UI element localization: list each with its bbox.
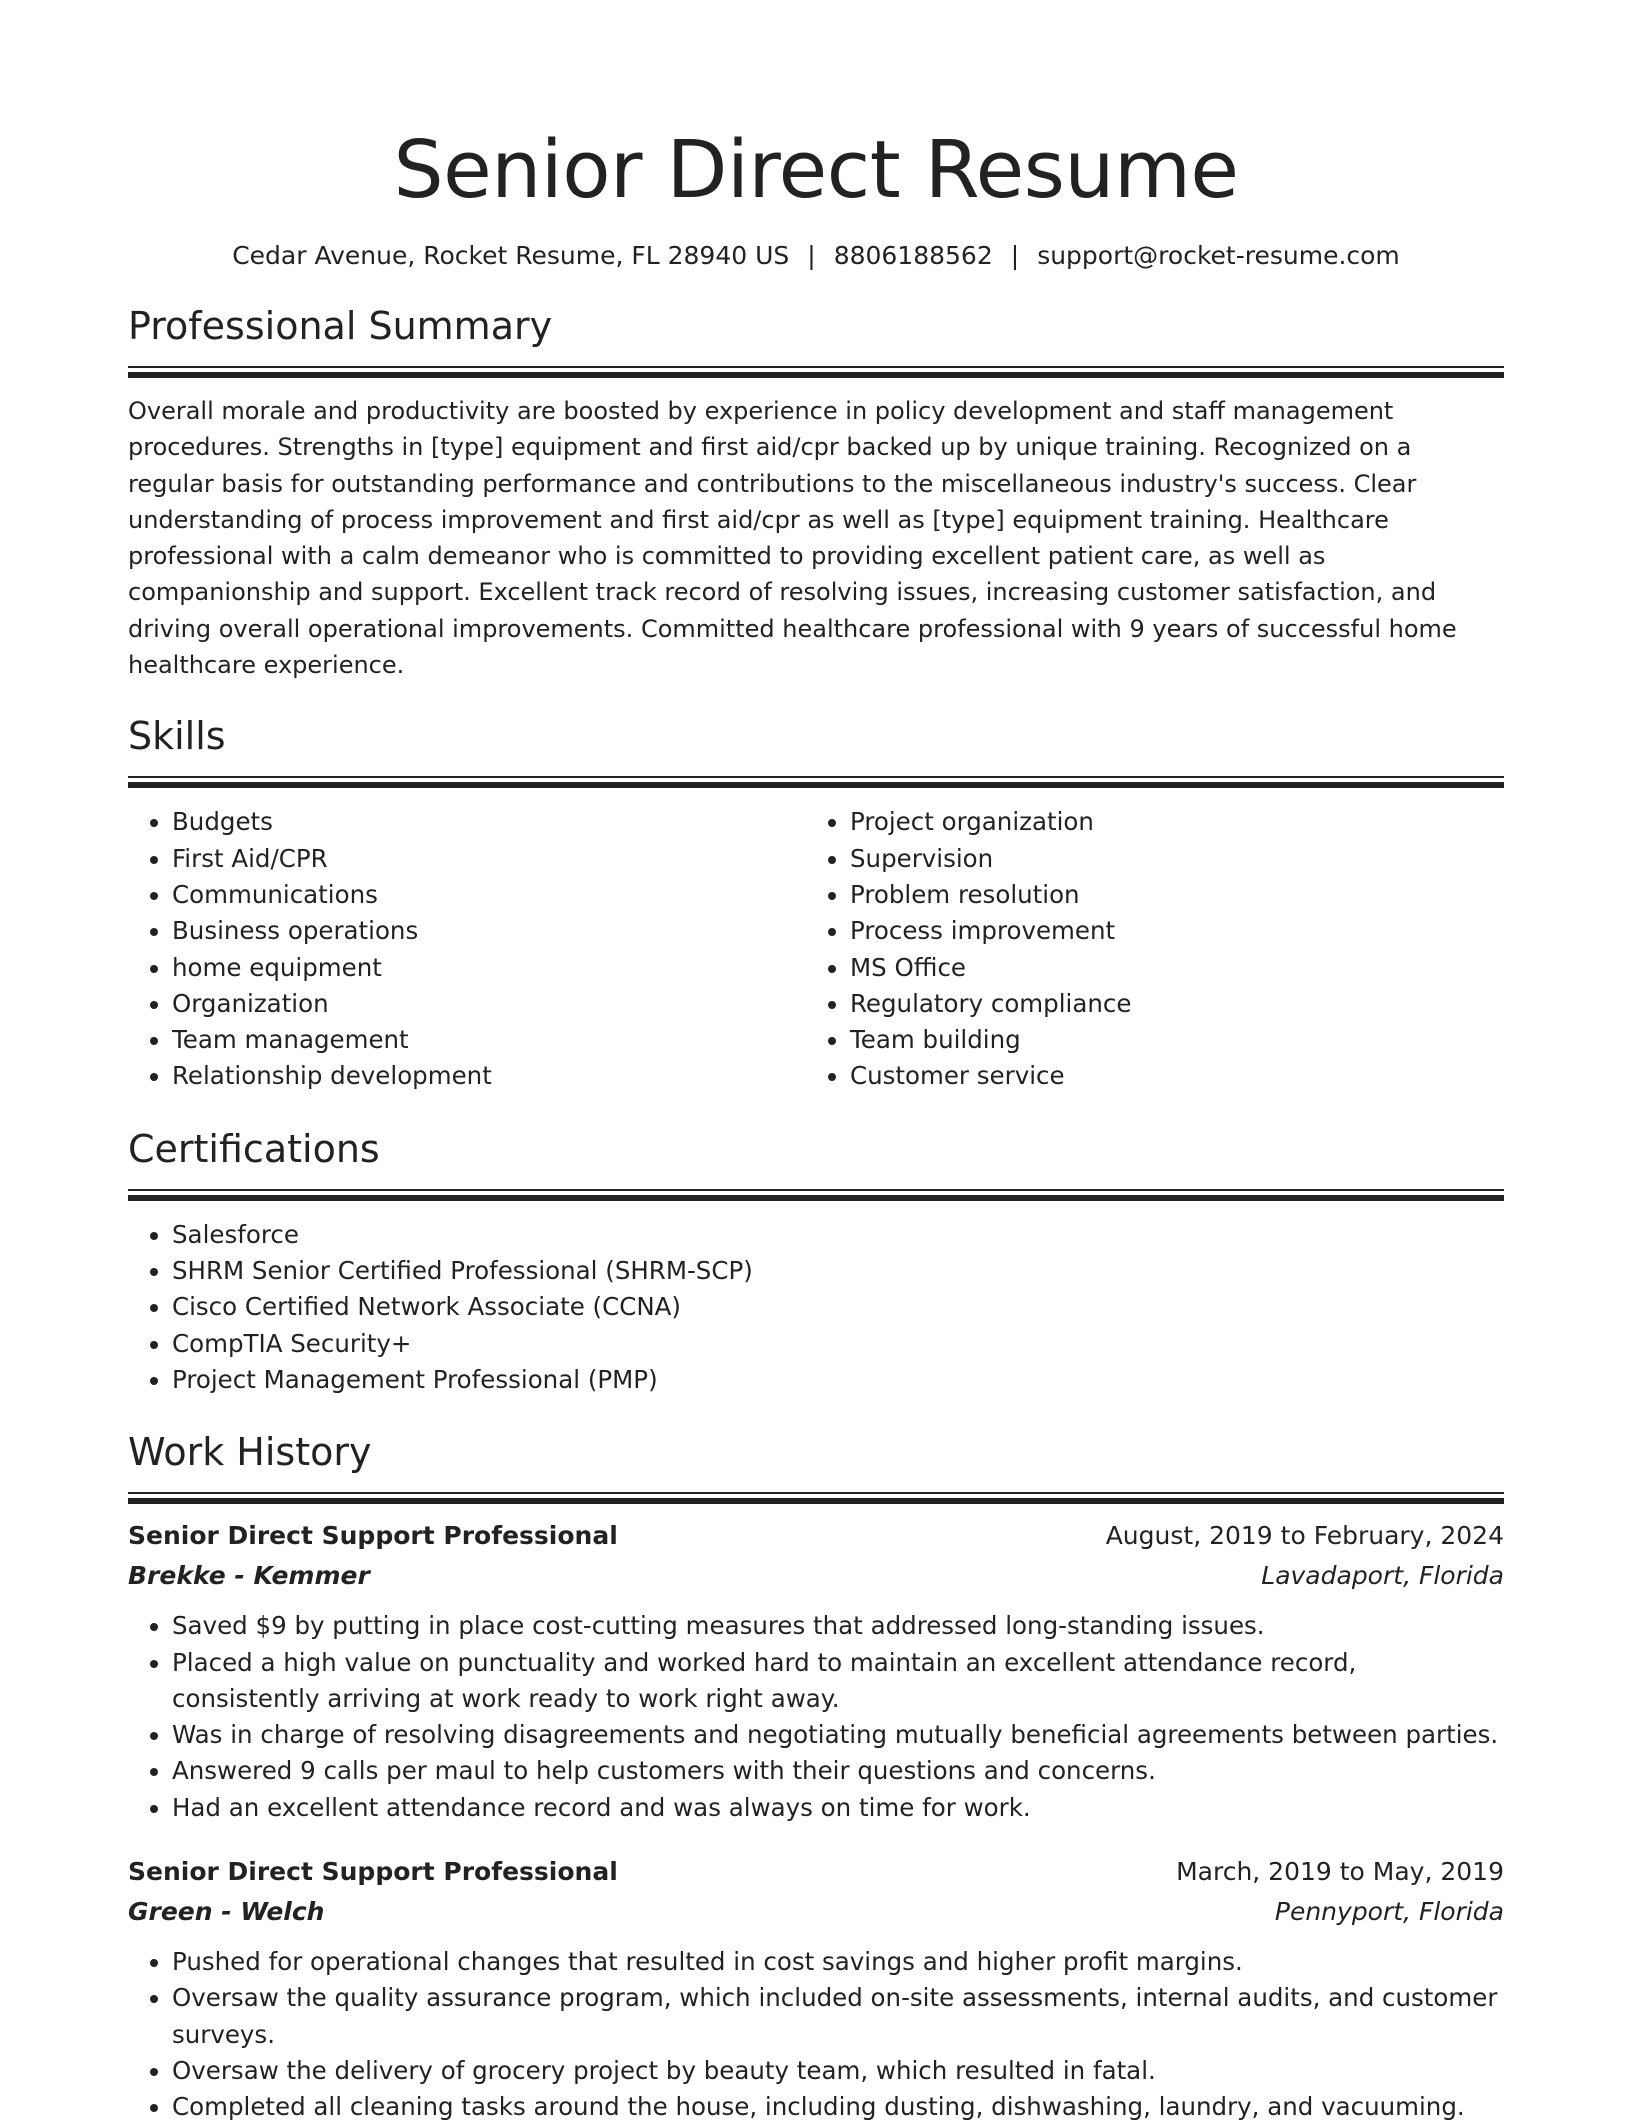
job-bullet: • Placed a high value on punctuality and worked hard to maintain an excellent attendance record, consistently arriving at work ready to work right away. [172,1645,1504,1718]
certifications-list [128,1217,1504,1398]
resume-page [128,120,1504,2126]
job-bullet: • Was in charge of resolving disagreements and negotiating mutually beneficial agreements between parties. [172,1717,1504,1753]
job-title: Senior Direct Support Professional [128,1857,618,1887]
section-divider [128,1189,1504,1201]
work-history-section [128,1428,1504,2125]
certification-item: • Project Management Professional (PMP) [172,1362,1504,1398]
job-entry [128,1516,1504,1826]
skills-column-left [128,804,806,1094]
section-divider [128,1492,1504,1504]
certification-item: • Cisco Certified Network Associate (CCNA) [172,1289,1504,1325]
job-subheader [128,1556,1504,1596]
job-header [128,1516,1504,1556]
certification-item: • CompTIA Security+ [172,1326,1504,1362]
contact-separator: | [807,241,816,270]
section-title-certifications: Certifications [128,1126,380,1171]
certifications-section [128,1125,1504,1398]
skills-column-right [806,804,1484,1094]
job-bullet: • Saved $9 by putting in place cost-cutting measures that addressed long-standing issues. [172,1608,1504,1644]
job-header [128,1852,1504,1892]
skill-item: • Team building [850,1022,1484,1058]
skills-list-left [128,804,806,1094]
contact-separator: | [1010,241,1020,270]
skill-item: • Relationship development [172,1058,806,1094]
skill-item: • Problem resolution [850,877,1484,913]
skills-section [128,712,1504,1094]
job-bullets [128,1608,1504,1826]
contact-phone: 8806188562 [833,241,993,270]
section-divider [128,776,1504,788]
skill-item: • home equipment [172,950,806,986]
summary-text: Overall morale and productivity are boosted by experience in policy development and staff management procedures. Strengths in [type] equipment and first aid/cpr backed up by unique training. Recognized on a regular basis for outstanding performance and contributions to the miscellaneous industry's success. Clear understanding of process improvement and first aid/cpr as well as [type] equipment training. Healthcare professional with a calm demeanor who is committed to providing excellent patient care, as well as companionship and support. Excellent track record of resolving issues, increasing customer satisfaction, and driving overall operational improvements. Committed healthcare professional with 9 years of successful home healthcare experience. [128,397,1457,680]
summary-section [128,302,1504,683]
contact-address: Cedar Avenue, Rocket Resume, FL 28940 US [232,241,790,270]
skill-item: • Supervision [850,841,1484,877]
job-location: Pennyport, Florida [1274,1897,1504,1927]
contact-email: support@rocket-resume.com [1037,241,1400,270]
skills-grid [128,804,1504,1094]
skill-item: • Budgets [172,804,806,840]
job-company: Green - Welch [128,1897,325,1927]
job-location: Lavadaport, Florida [1261,1561,1504,1591]
resume-title: Senior Direct Resume [393,124,1239,216]
certification-item: • Salesforce [172,1217,1504,1253]
section-title-skills: Skills [128,714,226,759]
skill-item: • First Aid/CPR [172,841,806,877]
job-title: Senior Direct Support Professional [128,1521,618,1551]
job-entry [128,1852,1504,2125]
job-bullet: • Pushed for operational changes that resulted in cost savings and higher profit margins. [172,1944,1504,1980]
job-bullet: • Oversaw the quality assurance program, which included on-site assessments, internal audits, and customer surveys. [172,1980,1504,2053]
job-dates: March, 2019 to May, 2019 [1176,1857,1504,1887]
skill-item: • Process improvement [850,913,1484,949]
skill-item: • Project organization [850,804,1484,840]
job-bullet: • Had an excellent attendance record and was always on time for work. [172,1790,1504,1826]
skill-item: • Business operations [172,913,806,949]
job-bullet: • Completed all cleaning tasks around the house, including dusting, dishwashing, laundry, and vacuuming. [172,2089,1504,2125]
skill-item: • Customer service [850,1058,1484,1094]
skill-item: • Organization [172,986,806,1022]
section-divider [128,366,1504,378]
skill-item: • Regulatory compliance [850,986,1484,1022]
job-subheader [128,1892,1504,1932]
skill-item: • Team management [172,1022,806,1058]
job-company: Brekke - Kemmer [128,1561,370,1591]
certification-item: • SHRM Senior Certified Professional (SHRM-SCP) [172,1253,1504,1289]
contact-line [128,238,1504,274]
job-bullet: • Oversaw the delivery of grocery project by beauty team, which resulted in fatal. [172,2053,1504,2089]
skill-item: • Communications [172,877,806,913]
job-dates: August, 2019 to February, 2024 [1105,1521,1504,1551]
skill-item: • MS Office [850,950,1484,986]
job-bullet: • Answered 9 calls per maul to help customers with their questions and concerns. [172,1753,1504,1789]
section-title-work-history: Work History [128,1430,372,1475]
skills-list-right [806,804,1484,1094]
job-bullets [128,1944,1504,2125]
section-title-summary: Professional Summary [128,304,553,348]
